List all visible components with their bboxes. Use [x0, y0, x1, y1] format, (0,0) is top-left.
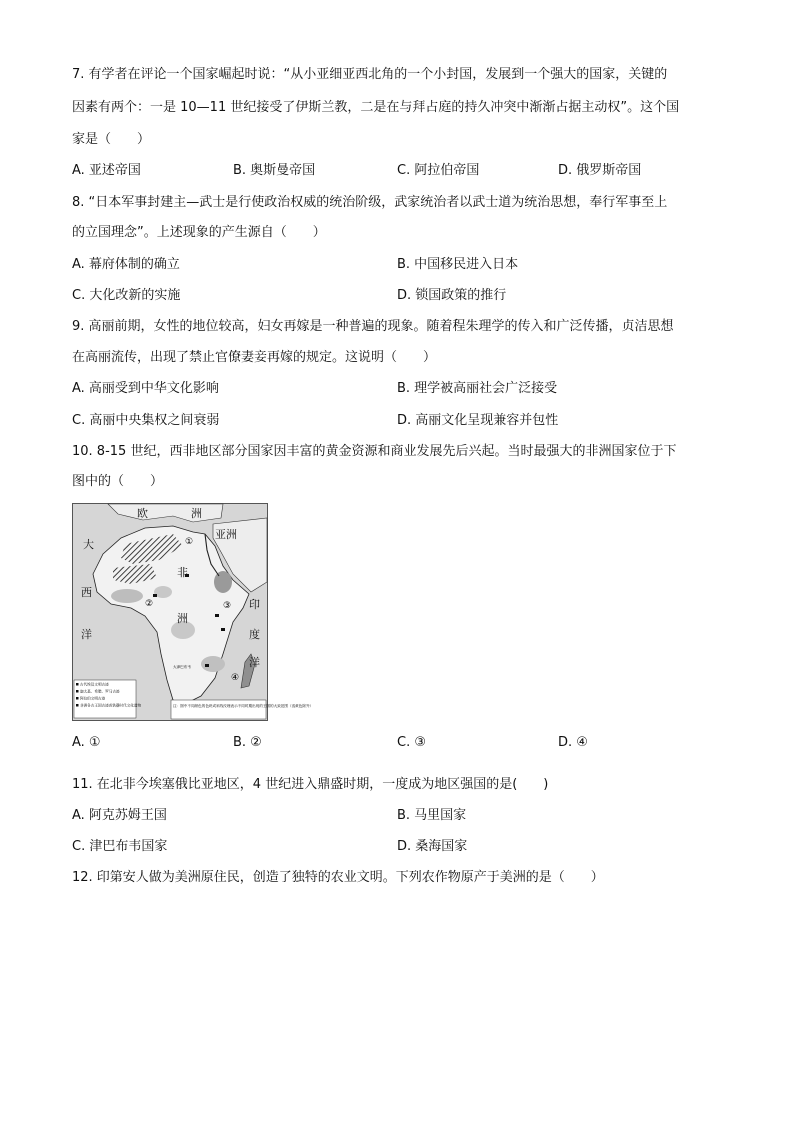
site-marker: [153, 594, 157, 597]
legend-item-1: 古代埃及文明古迹: [80, 682, 109, 687]
q11-stem: 11. 在北非今埃塞俄比亚地区，4 世纪进入鼎盛时期，一度成为地区强国的是( ): [72, 777, 549, 792]
q9-option-d[interactable]: D. 高丽文化呈现兼容并包性: [397, 413, 559, 428]
map-marker-3: ③: [223, 601, 232, 611]
region-east: [214, 571, 232, 593]
q8-stem-line-1: 8. “日本军事封建主—武士是行使政治权威的统治阶级，武家统治者以武士道为统治思想，奉行军事至上: [72, 195, 668, 210]
label-africa-2: 洲: [177, 612, 188, 625]
q11-option-a[interactable]: A. 阿克苏姆王国: [72, 808, 167, 823]
legend-item-3: 阿拉伯文明古迹: [80, 696, 106, 701]
map-marker-4: ④: [231, 673, 240, 683]
q10-option-b[interactable]: B. ②: [233, 735, 262, 750]
q7-stem-line-3: 家是（ ）: [72, 132, 151, 147]
q10-option-d[interactable]: D. ④: [558, 735, 588, 750]
q11-option-c[interactable]: C. 津巴布韦国家: [72, 839, 168, 854]
q7-option-a[interactable]: A. 亚述帝国: [72, 163, 141, 178]
africa-map: [73, 504, 314, 720]
label-indian-2: 度: [249, 628, 260, 641]
legend-item-4: 非洲各古王国古迹或铁器时代文化遗物: [80, 703, 142, 708]
label-europe-2: 洲: [191, 507, 202, 520]
label-indian-3: 洋: [249, 656, 260, 669]
label-europe-1: 欧: [137, 507, 148, 520]
map-note: 注：图中不同颜色的色块或斜线纹理表示不同时期出现的王国的大致范围（浅黄色除外）: [173, 704, 314, 708]
label-africa-1: 非: [177, 566, 188, 579]
q10-stem-line-1: 10. 8-15 世纪，西非地区部分国家因丰富的黄金资源和商业发展先后兴起。当时最强大的非洲国家位于下: [72, 444, 677, 459]
q7-stem-line-1: 7. 有学者在评论一个国家崛起时说：“从小亚细亚西北角的一个小封国，发展到一个强大的国家，关键的: [72, 67, 668, 82]
q8-option-a[interactable]: A. 幕府体制的确立: [72, 257, 180, 272]
q7-option-c[interactable]: C. 阿拉伯帝国: [397, 163, 480, 178]
q9-option-a[interactable]: A. 高丽受到中华文化影响: [72, 381, 219, 396]
site-marker: [205, 664, 209, 667]
site-marker: [215, 614, 219, 617]
q7-option-b[interactable]: B. 奥斯曼帝国: [233, 163, 316, 178]
q9-option-b[interactable]: B. 理学被高丽社会广泛接受: [397, 381, 558, 396]
q11-option-b[interactable]: B. 马里国家: [397, 808, 467, 823]
label-atlantic-3: 洋: [81, 628, 92, 641]
map-marker-2: ②: [145, 599, 154, 609]
q8-stem-line-2: 的立国理念”。上述现象的产生源自（ ）: [72, 225, 326, 240]
q7-stem-line-2: 因素有两个：一是 10—11 世纪接受了伊斯兰教，二是在与拜占庭的持久冲突中渐渐占据主动权”。这个国: [72, 100, 680, 115]
q11-option-d[interactable]: D. 桑海国家: [397, 839, 468, 854]
label-atlantic-2: 西: [81, 586, 92, 599]
label-asia: 亚洲: [215, 528, 237, 541]
map-marker-1: ①: [185, 537, 194, 547]
q9-stem-line-2: 在高丽流传，出现了禁止官僚妻妾再嫁的规定。这说明（ ）: [72, 350, 437, 365]
q8-option-b[interactable]: B. 中国移民进入日本: [397, 257, 519, 272]
region-zimbabwe: [201, 656, 225, 672]
q10-option-c[interactable]: C. ③: [397, 735, 426, 750]
q9-stem-line-1: 9. 高丽前期，女性的地位较高，妇女再嫁是一种普遍的现象。随着程朱理学的传入和广泛传播，贞洁思想: [72, 319, 674, 334]
q8-option-c[interactable]: C. 大化改新的实施: [72, 288, 181, 303]
label-great-zimbabwe: 大津巴布韦: [173, 665, 191, 669]
map-note-box: [171, 700, 266, 719]
q9-option-c[interactable]: C. 高丽中央集权之间衰弱: [72, 413, 220, 428]
q12-stem: 12. 印第安人做为美洲原住民，创造了独特的农业文明。下列农作物原产于美洲的是（ ）: [72, 870, 604, 885]
q8-option-d[interactable]: D. 锁国政策的推行: [397, 288, 507, 303]
q10-stem-line-2: 图中的（ ）: [72, 474, 164, 489]
label-atlantic-1: 大: [83, 538, 94, 551]
label-indian-1: 印: [249, 598, 260, 611]
africa-map-figure: [72, 503, 314, 721]
q10-option-a[interactable]: A. ①: [72, 735, 101, 750]
q7-option-d[interactable]: D. 俄罗斯帝国: [558, 163, 642, 178]
legend-item-2: 迦太基、希腊、罗马古迹: [80, 689, 120, 694]
region-west-africa: [111, 589, 143, 603]
site-marker: [221, 628, 225, 631]
